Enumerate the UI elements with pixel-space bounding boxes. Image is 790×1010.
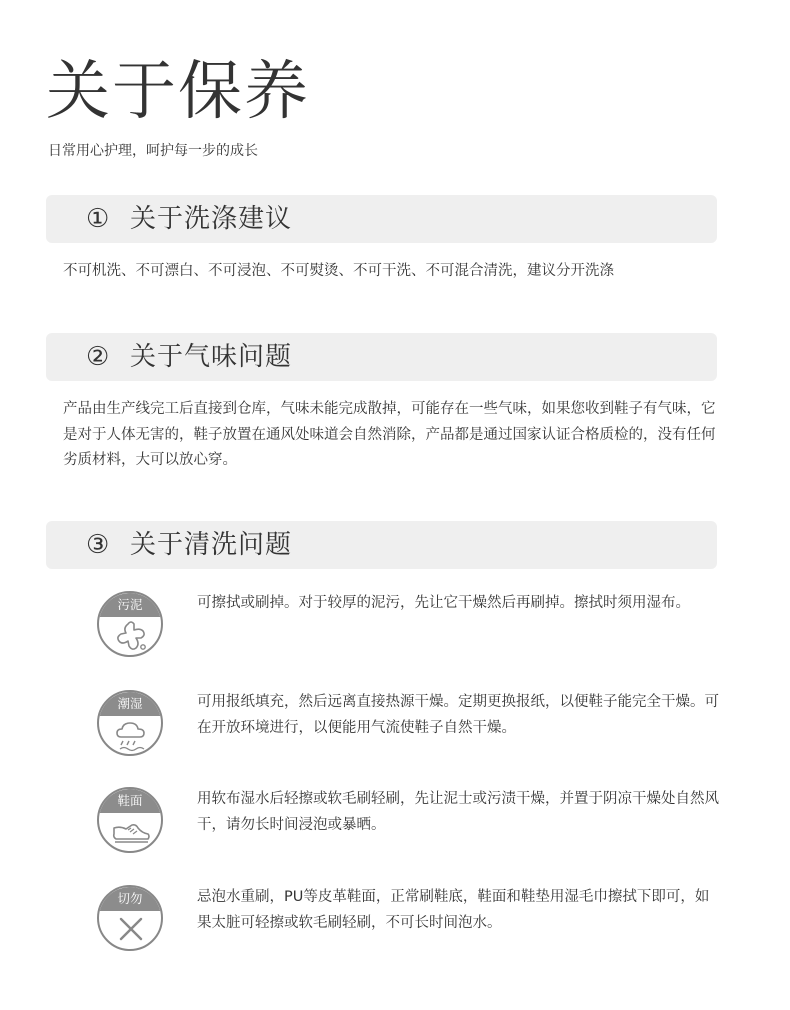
mud-splat-icon — [112, 620, 150, 654]
tip-mud — [97, 591, 719, 661]
tip-never — [97, 885, 719, 955]
badge-label: 潮湿 — [99, 692, 161, 716]
section-header-odor — [46, 333, 717, 381]
odor-explanation-text: 产品由生产线完工后直接到仓库，气味未能完成散掉，可能存在一些气味，如果您收到鞋子有气味，它是对于人体无害的，鞋子放置在通风处味道会自然消除，产品都是通过国家认证合格质检的，没有任何劣质材料，大可以放心穿。 — [63, 401, 716, 468]
section-number: ② — [86, 342, 110, 372]
page-title: 关于保养 — [46, 55, 310, 129]
section-header-washing — [46, 195, 717, 243]
mud-badge — [97, 591, 163, 657]
damp-badge — [97, 690, 163, 756]
section-title: 关于清洗问题 — [130, 530, 293, 560]
section-header-cleaning — [46, 521, 717, 569]
rain-cloud-icon — [112, 719, 150, 753]
section-number: ① — [86, 204, 110, 234]
section-title: 关于气味问题 — [130, 342, 293, 372]
cross-icon — [112, 914, 150, 948]
tip-text: 忌泡水重刷，PU等皮革鞋面，正常刷鞋底，鞋面和鞋垫用湿毛巾擦拭下即可，如果太脏可轻擦或软毛刷轻刷，不可长时间泡水。 — [197, 889, 710, 931]
section-number: ③ — [86, 530, 110, 560]
badge-label: 切勿 — [99, 887, 161, 911]
tip-text: 可用报纸填充，然后远离直接热源干燥。定期更换报纸，以便鞋子能完全干燥。可在开放环境进行，以便能用气流使鞋子自然干燥。 — [197, 694, 719, 736]
tip-upper — [97, 787, 719, 857]
tip-text: 用软布湿水后轻擦或软毛刷轻刷，先让泥士或污渍干燥，并置于阴凉干燥处自然风干，请勿长时间浸泡或暴晒。 — [197, 791, 719, 833]
tip-damp — [97, 690, 719, 760]
section-title: 关于洗涤建议 — [130, 204, 293, 234]
never-badge — [97, 885, 163, 951]
washing-advice-text: 不可机洗、不可漂白、不可浸泡、不可熨烫、不可干洗、不可混合清洗，建议分开洗涤 — [63, 263, 614, 279]
sneaker-icon — [112, 816, 150, 850]
page-subtitle: 日常用心护理，呵护每一步的成长 — [48, 143, 258, 159]
badge-label: 鞋面 — [99, 789, 161, 813]
upper-badge — [97, 787, 163, 853]
tip-text: 可擦拭或刷掉。对于较厚的泥污，先让它干燥然后再刷掉。擦拭时须用湿布。 — [197, 595, 690, 611]
badge-label: 污泥 — [99, 593, 161, 617]
